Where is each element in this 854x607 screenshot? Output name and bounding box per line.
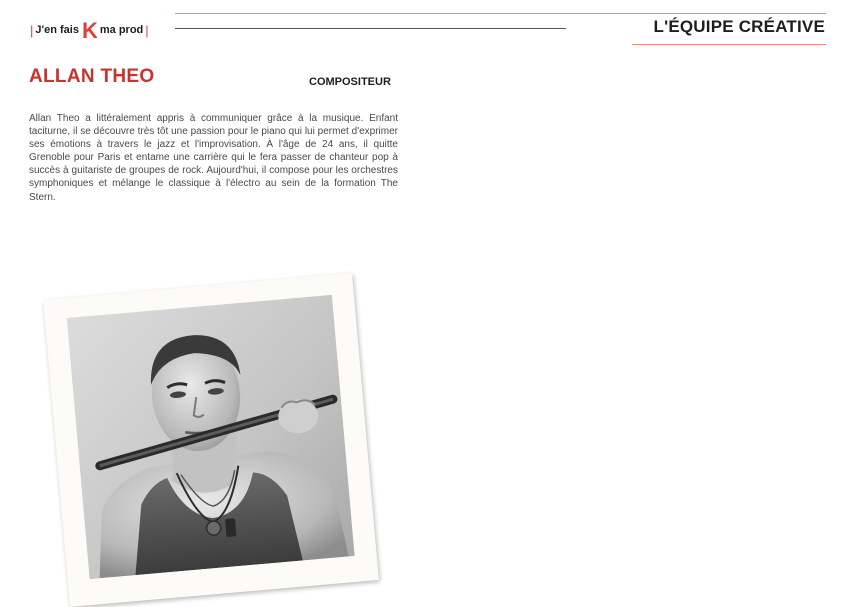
polaroid-frame — [43, 273, 379, 607]
person-role: COMPOSITEUR — [309, 76, 391, 88]
section-title: L'ÉQUIPE CRÉATIVE — [653, 17, 825, 36]
logo-text-right: ma prod — [99, 24, 144, 36]
logo-bar-right: | — [145, 22, 149, 38]
portrait-illustration — [67, 295, 355, 579]
brand-logo — [28, 18, 151, 42]
portrait-photo — [67, 295, 355, 579]
logo-k-letter: K — [81, 18, 98, 43]
header-rule-bottom — [632, 44, 826, 45]
header-rule-middle — [175, 28, 566, 29]
person-bio: Allan Theo a littéralement appris à communiquer grâce à la musique. Enfant taciturne, il se découvre très tôt une passion pour le piano qui lui permet d'exprimer ses émotions à travers le jazz et l'improvisation. À l'âge de 24 ans, il quitte Grenoble pour Paris et entame une carrière qui le fera passer de chanteur pop à succès à guitariste de groupes de rock. Aujourd'hui, il compose pour les orchestres symphoniques et mélange le classique à l'électro au sein de la formation The Stern. — [29, 113, 398, 203]
person-name: ALLAN THEO — [29, 66, 155, 87]
header-rule-top — [175, 13, 826, 14]
logo-bar-left: | — [30, 22, 34, 38]
logo-text-left: J'en fais — [35, 24, 79, 36]
